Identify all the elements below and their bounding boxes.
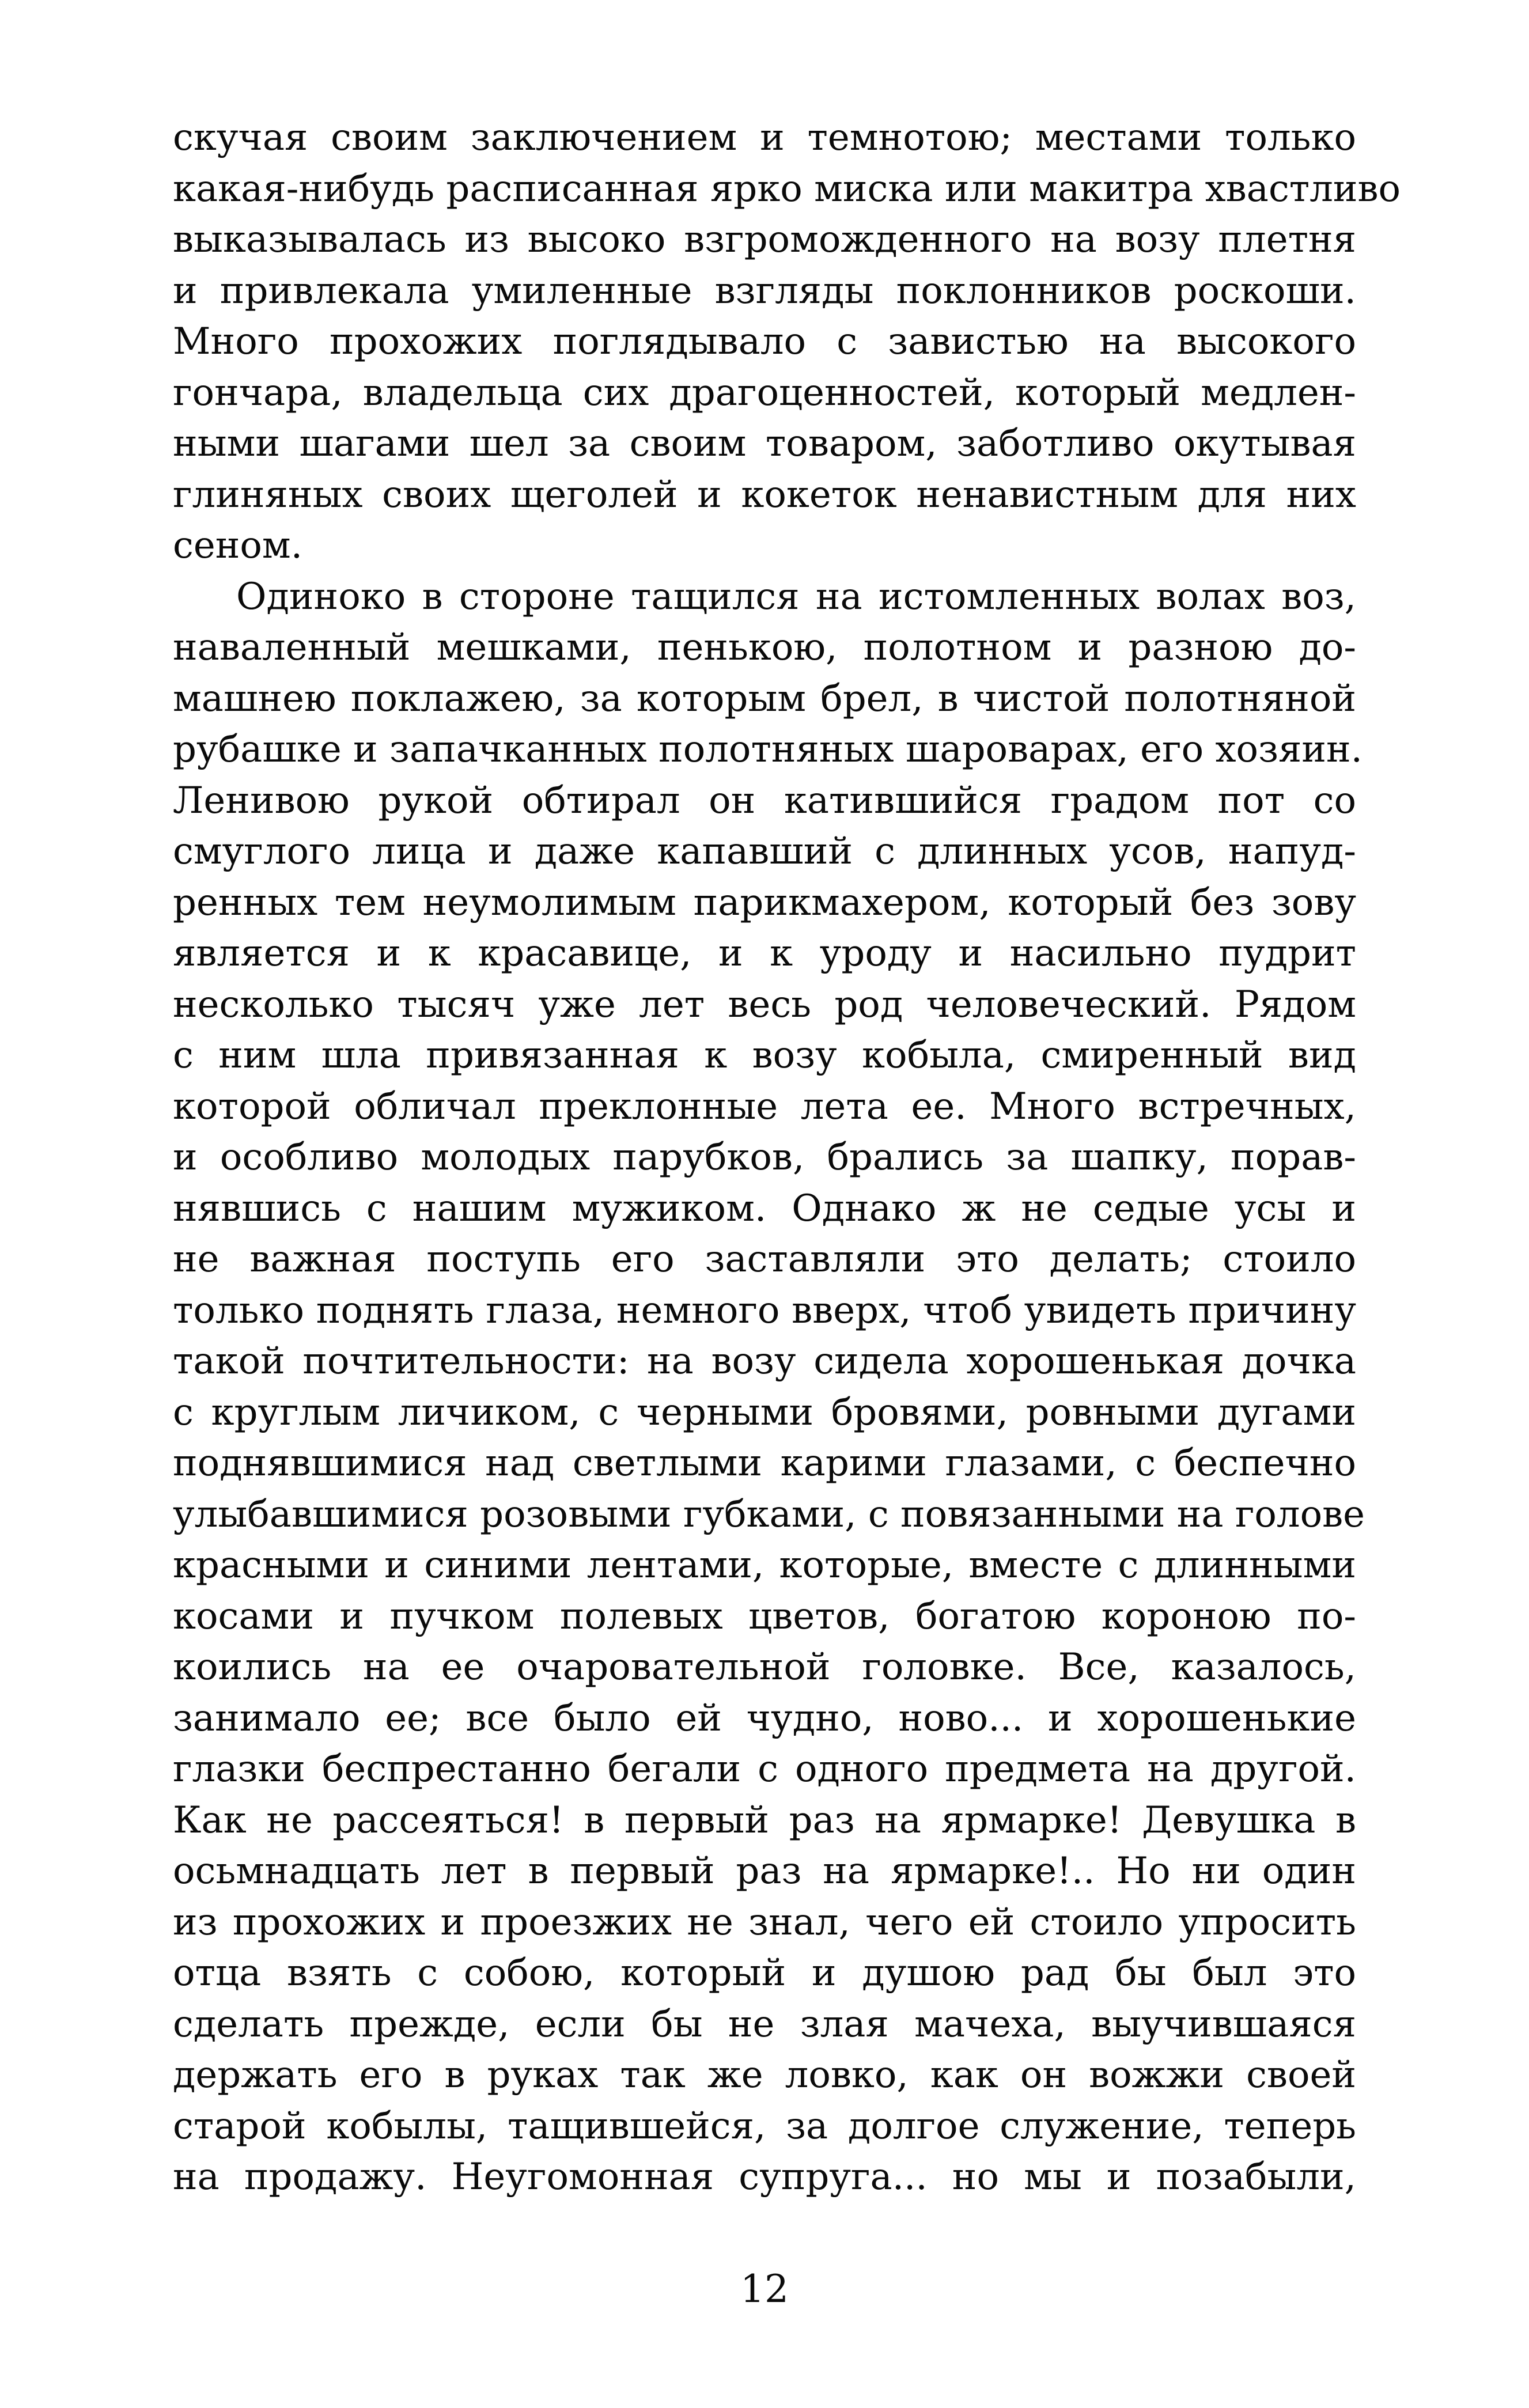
page-number: 12	[740, 2267, 789, 2311]
text-line: выказывалась из высоко взгроможденного на возу плетня	[173, 218, 1356, 261]
text-line: которой обличал преклонные лета ее. Много встречных,	[173, 1085, 1356, 1128]
text-line: какая-нибудь расписанная ярко миска или макитра хвастливо	[173, 167, 1401, 210]
text-line: и привлекала умиленные взгляды поклонников роскоши.	[173, 269, 1356, 312]
text-line: такой почтительности: на возу сидела хорошенькая дочка	[173, 1340, 1356, 1383]
text-line: отца взять с собою, который и душою рад бы был это	[173, 1952, 1356, 1994]
text-line: Ленивою рукой обтирал он катившийся градом пот со	[173, 779, 1356, 822]
text-line: Много прохожих поглядывало с завистью на высокого	[173, 320, 1356, 363]
text-line: глазки беспрестанно бегали с одного предмета на другой.	[173, 1748, 1356, 1790]
text-line: Одиноко в стороне тащился на истомленных волах воз,	[236, 575, 1356, 618]
text-line: старой кобылы, тащившейся, за долгое служение, теперь	[173, 2104, 1356, 2148]
text-line: осьмнадцать лет в первый раз на ярмарке!.. Но ни один	[173, 1850, 1356, 1892]
text-line: и особливо молодых парубков, брались за шапку, порав-	[173, 1136, 1356, 1179]
text-line: сделать прежде, если бы не злая мачеха, выучившаяся	[173, 2002, 1356, 2046]
text-line: сеном.	[173, 524, 303, 567]
paragraph-1	[173, 112, 1401, 571]
text-line: ренных тем неумолимым парикмахером, который без зову	[173, 881, 1356, 924]
text-line: наваленный мешками, пенькою, полотном и разною до-	[173, 626, 1356, 669]
text-line: улыбавшимися розовыми губками, с повязанными на голове	[173, 1493, 1365, 1536]
text-line: с ним шла привязанная к возу кобыла, смиренный вид	[173, 1034, 1356, 1077]
text-line: не важная поступь его заставляли это делать; стоило	[173, 1238, 1356, 1281]
text-line: скучая своим заключением и темнотою; местами только	[173, 116, 1356, 159]
text-line: машнею поклажею, за которым брел, в чистой полотняной	[173, 677, 1356, 720]
text-line: только поднять глаза, немного вверх, чтоб увидеть причину	[173, 1289, 1356, 1332]
text-line: рубашке и запачканных полотняных шароварах, его хозяин.	[173, 728, 1363, 771]
text-line: является и к красавице, и к уроду и насильно пудрит	[173, 932, 1356, 975]
text-line: глиняных своих щеголей и кокеток ненавистным для них	[173, 473, 1356, 516]
text-line: из прохожих и проезжих не знал, чего ей стоило упросить	[173, 1900, 1356, 1944]
text-line: несколько тысяч уже лет весь род человеческий. Рядом	[173, 983, 1356, 1026]
text-line: красными и синими лентами, которые, вместе с длинными	[173, 1544, 1356, 1587]
text-line: на продажу. Неугомонная супруга... но мы и позабыли,	[173, 2156, 1356, 2198]
body-text	[173, 112, 1401, 2203]
text-line: ными шагами шел за своим товаром, заботливо окутывая	[173, 422, 1356, 465]
text-line: с круглым личиком, с черными бровями, ровными дугами	[173, 1391, 1356, 1434]
text-line: держать его в руках так же ловко, как он вожжи своей	[173, 2054, 1356, 2096]
paragraph-2	[173, 571, 1365, 2203]
text-line: нявшись с нашим мужиком. Однако ж не седые усы и	[173, 1187, 1356, 1230]
text-line: Как не рассеяться! в первый раз на ярмарке! Девушка в	[173, 1799, 1356, 1842]
text-line: смуглого лица и даже капавший с длинных усов, напуд-	[173, 830, 1356, 873]
text-line: поднявшимися над светлыми карими глазами, с беспечно	[173, 1442, 1356, 1485]
text-line: занимало ее; все было ей чудно, ново... и хорошенькие	[173, 1697, 1356, 1740]
text-line: коились на ее очаровательной головке. Все, казалось,	[173, 1646, 1356, 1688]
text-line: гончара, владельца сих драгоценностей, который медлен-	[173, 371, 1356, 414]
text-line: косами и пучком полевых цветов, богатою короною по-	[173, 1595, 1356, 1638]
